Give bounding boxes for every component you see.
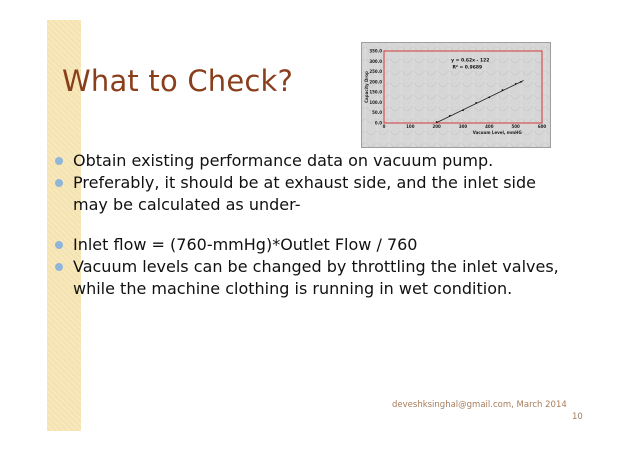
- x-tick-label: 300: [458, 124, 468, 129]
- bullet-list: [52, 150, 572, 300]
- y-tick-label: 300.0: [369, 58, 382, 64]
- x-tick-label: 200: [432, 124, 441, 129]
- bullet-spacer: [52, 216, 572, 234]
- x-axis-label: Vacuum Level, mmHG: [472, 130, 522, 135]
- y-tick-label: 100.0: [369, 99, 382, 105]
- bullet-item: [52, 256, 572, 300]
- data-point: [475, 102, 477, 104]
- bullet-item: [52, 234, 572, 256]
- bullet-dot-icon: [55, 157, 63, 165]
- data-point: [515, 83, 517, 85]
- bullet-text: Inlet flow = (760-mmHg)*Outlet Flow / 760: [73, 235, 418, 254]
- x-tick-label: 400: [485, 124, 494, 129]
- chart-image: [361, 42, 551, 148]
- footer-text: deveshksinghal@gmail.com, March 2014: [392, 400, 567, 410]
- data-point: [436, 121, 438, 123]
- y-tick-label: 200.0: [369, 79, 382, 85]
- bullet-dot-icon: [55, 179, 63, 187]
- x-tick-label: 100: [406, 124, 415, 129]
- slide-title: What to Check?: [62, 64, 294, 98]
- y-axis-label: Capacity Drop: [364, 71, 369, 103]
- data-point: [502, 89, 504, 91]
- bullet-text: Preferably, it should be at exhaust side, and the inlet side may be calculated as under-: [73, 173, 536, 214]
- data-point: [462, 109, 464, 111]
- bullet-item: [52, 150, 572, 172]
- y-tick-label: 250.0: [369, 69, 382, 75]
- x-tick-label: 500: [511, 124, 520, 129]
- y-tick-label: 150.0: [369, 89, 382, 95]
- y-tick-label: 350.0: [369, 48, 382, 54]
- y-tick-label: 50.0: [372, 110, 382, 116]
- bullet-dot-icon: [55, 263, 63, 271]
- x-tick-label: 600: [537, 124, 547, 129]
- data-point: [449, 115, 451, 117]
- r-squared-label: R² = 0.9689: [452, 65, 483, 71]
- data-point: [488, 96, 490, 98]
- bullet-dot-icon: [55, 241, 63, 249]
- page-number: 10: [572, 412, 583, 422]
- y-tick-label: 0.0: [374, 120, 382, 126]
- bullet-item: [52, 172, 572, 216]
- x-tick-label: 0: [382, 124, 386, 129]
- data-point: [520, 81, 522, 83]
- trend-equation: y = 0.62x - 122: [451, 58, 490, 64]
- bullet-text: Obtain existing performance data on vacuum pump.: [73, 151, 494, 170]
- bullet-text: Vacuum levels can be changed by throttling the inlet valves, while the machine clothing is running in wet condition.: [73, 257, 559, 298]
- scatter-chart: [362, 43, 550, 147]
